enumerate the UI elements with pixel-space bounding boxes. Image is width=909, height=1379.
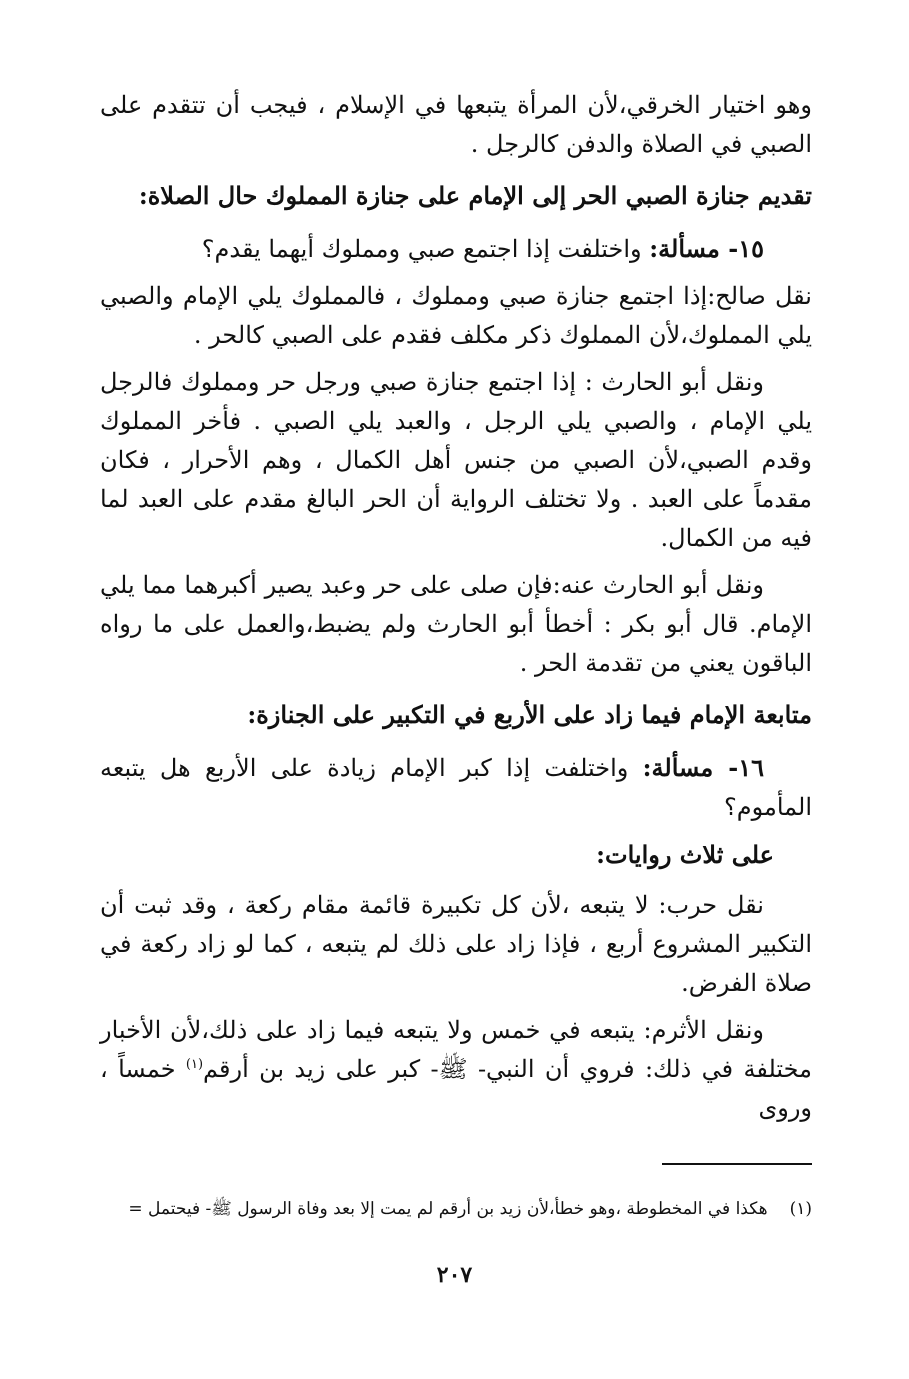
paragraph-6: [100, 1011, 812, 1128]
paragraph-2: نقل صالح:إذا اجتمع جنازة صبي ومملوك ، فالمملوك يلي الإمام والصبي يلي المملوك،لأن المملوك ذكر مكلف فقدم على الصبي كالحر .: [100, 282, 812, 349]
paragraph-6-part-a: ونقل الأثرم: يتبعه في خمس ولا يتبعه فيما زاد على ذلك،لأن الأخبار مختلفة في ذلك: فروي أن النبي- ﷺ- كبر على زيد بن أرقم: [100, 1016, 813, 1083]
footnote: [96, 1195, 812, 1223]
page-number: ٢٠٧: [436, 1262, 473, 1288]
paragraph-5: نقل حرب: لا يتبعه ،لأن كل تكبيرة قائمة مقام ركعة ، وقد ثبت أن التكبير المشروع أربع ، فإذا زاد على ذلك لم يتبعه ، كما لو زاد ركعة في صلاة الفرض.: [100, 891, 812, 997]
question-16-text: واختلفت إذا كبر الإمام زيادة على الأربع هل يتبعه المأموم؟: [100, 754, 812, 821]
question-15: [100, 229, 812, 269]
section-heading-1: تقديم جنازة الصبي الحر إلى الإمام على جنازة المملوك حال الصلاة:: [138, 181, 812, 210]
question-16-label: ١٦- مسألة:: [642, 753, 765, 782]
section-heading-2: متابعة الإمام فيما زاد على الأربع في التكبير على الجنازة:: [247, 700, 812, 729]
footnote-divider: [662, 1163, 812, 1165]
footnote-text: هكذا في المخطوطة ،وهو خطأ،لأن زيد بن أرقم لم يمت إلا بعد وفاة الرسول ﷺ- فيحتمل =: [128, 1199, 768, 1219]
paragraph-4: ونقل أبو الحارث عنه:فإن صلى على حر وعبد يصير أكبرهما مما يلي الإمام. قال أبو بكر : أخطأ أبو الحارث ولم يضبط،والعمل على ما رواه الباقون يعني من تقدمة الحر .: [100, 571, 812, 677]
question-15-label: ١٥- مسألة:: [649, 234, 764, 263]
subheading-three-narrations: على ثلاث روايات:: [596, 840, 774, 869]
paragraph-3: ونقل أبو الحارث : إذا اجتمع جنازة صبي ورجل حر ومملوك فالرجل يلي الإمام ، والصبي يلي الرجل ، والعبد يلي الصبي . فأخر المملوك وقدم الصبي،لأن الصبي من جنس أهل الكمال ، وهم الأحرار ، فكان مقدماً على العبد . ولا تختلف الرواية أن الحر البالغ مقدم على العبد لما فيه من الكمال.: [100, 368, 812, 552]
question-16: [100, 748, 812, 827]
question-15-text: واختلفت إذا اجتمع صبي ومملوك أيهما يقدم؟: [201, 235, 650, 263]
paragraph-6-part-b: خمساً ، وروى: [100, 1055, 812, 1122]
footnote-reference[interactable]: (١): [185, 1057, 204, 1072]
footnote-number: (١): [789, 1199, 812, 1219]
page-body: [100, 86, 812, 1136]
paragraph-1: وهو اختيار الخرقي،لأن المرأة يتبعها في الإسلام ، فيجب أن تتقدم على الصبي في الصلاة والدفن كالرجل .: [100, 91, 812, 158]
